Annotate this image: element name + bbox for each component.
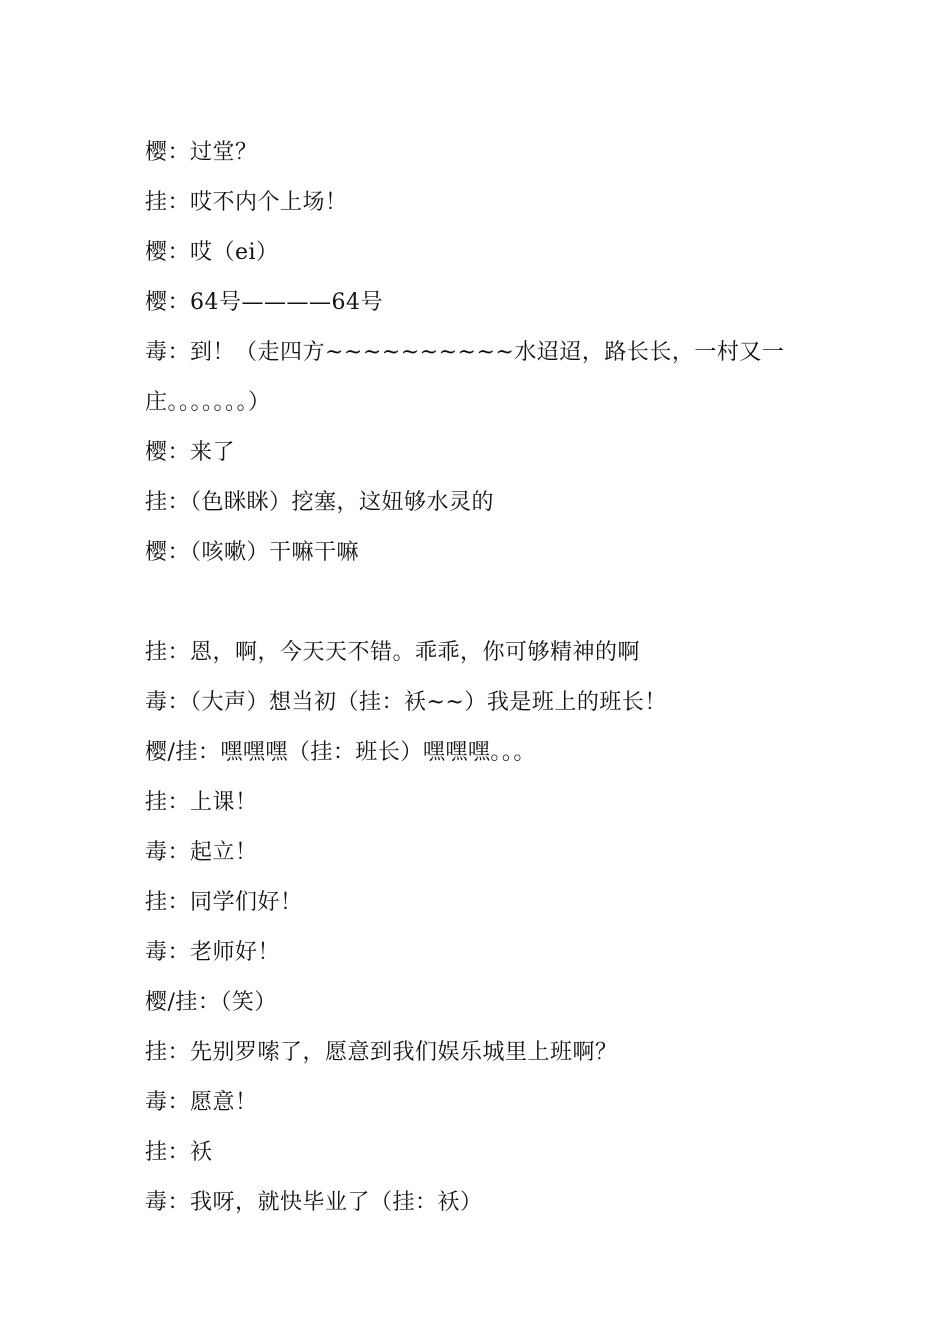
dialogue-line: 樱：过堂？	[145, 140, 258, 165]
dialogue-line: 毒：老师好！	[145, 940, 281, 965]
dialogue-line: 樱：哎（ei）	[145, 240, 279, 265]
dialogue-body	[145, 128, 805, 1228]
dialogue-line: 樱/挂：（笑）	[145, 990, 277, 1015]
dialogue-line: 毒：（大声）想当初（挂：袄~~）我是班上的班长！	[145, 690, 667, 715]
dialogue-line: 挂：袄	[145, 1140, 213, 1165]
paragraph-gap	[145, 578, 805, 628]
dialogue-line: 毒：到！（走四方~~~~~~~~~~水迢迢，路长长，一村又一	[145, 340, 785, 365]
dialogue-line: 毒：起立！	[145, 840, 258, 865]
dialogue-line: 樱：来了	[145, 440, 236, 465]
dialogue-line: 樱：（咳嗽）干嘛干嘛	[145, 540, 360, 565]
dialogue-line: 挂：上课！	[145, 790, 258, 815]
dialogue-line: 毒：愿意！	[145, 1090, 258, 1115]
dialogue-line: 挂：先别罗嗦了，愿意到我们娱乐城里上班啊？	[145, 1040, 618, 1065]
dialogue-line: 庄。。。。。。。）	[145, 390, 271, 415]
dialogue-line: 樱：64号————64号	[145, 290, 383, 315]
dialogue-line: 毒：我呀，就快毕业了（挂：袄）	[145, 1190, 483, 1215]
dialogue-line: 挂：同学们好！	[145, 890, 303, 915]
dialogue-line: 樱/挂：嘿嘿嘿（挂：班长）嘿嘿嘿。。。	[145, 740, 536, 765]
dialogue-line: 挂：哎不内个上场！	[145, 190, 348, 215]
dialogue-line: 挂：（色眯眯）挖塞，这妞够水灵的	[145, 490, 495, 515]
dialogue-line: 挂：恩，啊，今天天不错。乖乖，你可够精神的啊	[145, 640, 641, 665]
